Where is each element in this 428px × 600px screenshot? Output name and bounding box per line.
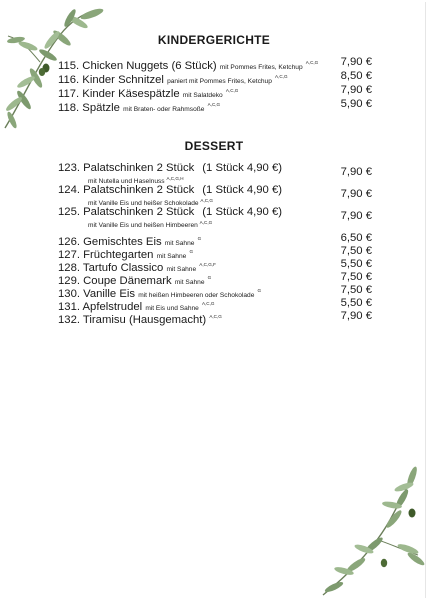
item-price: 7,90 € xyxy=(340,84,372,96)
item-price: 7,50 € xyxy=(340,284,372,296)
item-name: 116. Kinder Schnitzel xyxy=(58,73,164,86)
item-name: 132. Tiramisu (Hausgemacht) xyxy=(58,313,207,326)
menu-item xyxy=(58,310,374,328)
item-price: 7,90 € xyxy=(340,210,372,222)
allergen-codes: A,C,G xyxy=(225,88,239,93)
item-name: 117. Kinder Käsespätzle xyxy=(58,87,180,100)
item-name: 123. Palatschinken 2 Stück xyxy=(58,162,195,174)
item-description xyxy=(58,219,374,230)
item-description: mit Braten- oder Rahmsoße xyxy=(123,105,205,113)
item-description: mit Salatdeko xyxy=(182,91,223,99)
item-price: 7,90 € xyxy=(340,188,372,200)
item-single-price-note: (1 Stück 4,90 €) xyxy=(202,206,283,218)
item-description: mit Sahne xyxy=(166,265,197,273)
olive-branch-icon xyxy=(318,465,428,600)
item-name: 115. Chicken Nuggets (6 Stück) xyxy=(58,59,217,72)
item-description-text: mit Nutella und Haselnuss xyxy=(88,178,165,186)
allergen-codes: A,C,G xyxy=(209,314,222,319)
item-name: 130. Vanille Eis xyxy=(58,287,136,300)
item-name: 127. Früchtegarten xyxy=(58,248,154,261)
item-description: mit Sahne xyxy=(156,252,187,260)
allergen-codes: G xyxy=(189,249,194,254)
item-price: 8,50 € xyxy=(340,70,372,82)
item-single-price-note: (1 Stück 4,90 €) xyxy=(202,162,283,174)
item-description: mit Eis und Sahne xyxy=(145,304,199,312)
item-price: 7,50 € xyxy=(340,245,372,257)
item-description: mit Pommes Frites, Ketchup xyxy=(219,63,303,71)
allergen-codes: A,C,G xyxy=(207,102,221,107)
section-title-kindergerichte: KINDERGERICHTE xyxy=(157,33,271,47)
item-name: 129. Coupe Dänemark xyxy=(58,274,172,287)
section-title-dessert: DESSERT xyxy=(184,139,244,153)
allergen-codes: A,C,G xyxy=(305,60,319,65)
allergen-codes: A,C,G xyxy=(200,198,213,203)
item-price: 6,50 € xyxy=(340,232,372,244)
allergen-codes: G xyxy=(197,236,202,241)
item-single-price-note: (1 Stück 4,90 €) xyxy=(202,184,283,196)
menu-item xyxy=(58,98,374,116)
menu-item xyxy=(58,162,374,186)
allergen-codes: A,C,G xyxy=(199,220,213,225)
item-price: 5,50 € xyxy=(340,258,372,270)
item-description: mit Sahne xyxy=(174,278,205,286)
item-name: 126. Gemischtes Eis xyxy=(58,235,162,248)
item-description: paniert mit Pommes Frites, Ketchup xyxy=(167,77,272,85)
item-description-text: mit Vanille Eis und heißen Himbeeren xyxy=(88,222,198,230)
allergen-codes: A,C,G,F xyxy=(199,262,216,267)
allergen-codes: A,C,G,H xyxy=(166,176,184,181)
item-name: 128. Tartufo Classico xyxy=(58,261,164,274)
allergen-codes: G xyxy=(257,288,262,293)
menu-item xyxy=(58,206,374,230)
item-description-text: mit Vanille Eis und heißer Schokolade xyxy=(88,200,199,208)
item-price: 7,90 € xyxy=(340,310,372,322)
item-name: 125. Palatschinken 2 Stück xyxy=(58,206,195,218)
item-price: 7,90 € xyxy=(340,166,372,178)
menu-item xyxy=(58,184,374,208)
item-name: 124. Palatschinken 2 Stück xyxy=(58,184,195,196)
allergen-codes: G xyxy=(207,275,212,280)
item-price: 7,90 € xyxy=(340,56,372,68)
item-price: 5,50 € xyxy=(340,297,372,309)
item-description: mit heißen Himbeeren oder Schokolade xyxy=(138,291,255,299)
item-name: 131. Apfelstrudel xyxy=(58,300,143,313)
allergen-codes: A,C,G xyxy=(201,301,215,306)
item-price: 7,50 € xyxy=(340,271,372,283)
item-name: 118. Spätzle xyxy=(58,101,120,114)
item-description: mit Sahne xyxy=(164,239,195,247)
allergen-codes: A,C,G xyxy=(275,74,288,79)
item-price: 5,90 € xyxy=(340,98,372,110)
